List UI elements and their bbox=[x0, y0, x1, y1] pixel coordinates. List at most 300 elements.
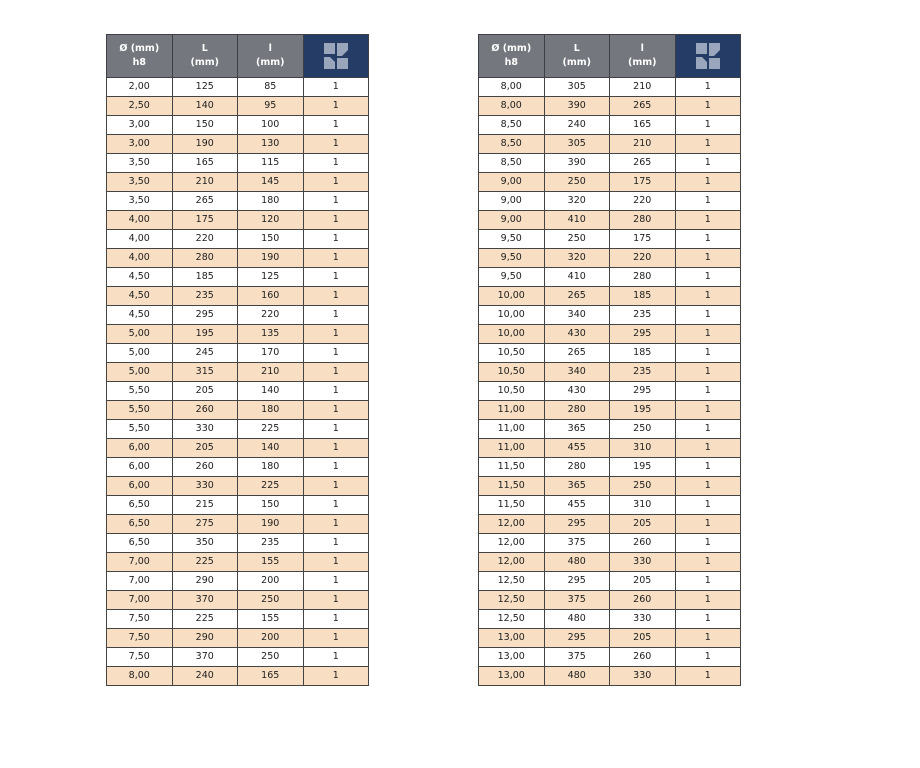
cell-quantity: 1 bbox=[675, 268, 741, 287]
cell-diameter: 12,00 bbox=[479, 515, 545, 534]
cell-flute-length: 180 bbox=[238, 458, 304, 477]
cell-flute-length: 330 bbox=[610, 610, 676, 629]
cell-quantity: 1 bbox=[303, 591, 369, 610]
table-row bbox=[107, 439, 369, 458]
cell-diameter: 11,00 bbox=[479, 439, 545, 458]
cell-quantity: 1 bbox=[303, 211, 369, 230]
cell-diameter: 6,00 bbox=[107, 477, 173, 496]
table-row bbox=[479, 553, 741, 572]
cell-diameter: 6,50 bbox=[107, 515, 173, 534]
cell-quantity: 1 bbox=[675, 553, 741, 572]
cell-length: 295 bbox=[544, 572, 610, 591]
cell-diameter: 10,50 bbox=[479, 363, 545, 382]
cell-quantity: 1 bbox=[303, 287, 369, 306]
cell-flute-length: 155 bbox=[238, 610, 304, 629]
cell-length: 210 bbox=[172, 173, 238, 192]
cell-diameter: 7,50 bbox=[107, 648, 173, 667]
cell-diameter: 4,00 bbox=[107, 249, 173, 268]
spec-table-right bbox=[478, 34, 741, 686]
cell-diameter: 13,00 bbox=[479, 629, 545, 648]
cell-flute-length: 235 bbox=[238, 534, 304, 553]
table-row bbox=[107, 382, 369, 401]
cell-flute-length: 210 bbox=[238, 363, 304, 382]
cell-length: 365 bbox=[544, 420, 610, 439]
cell-quantity: 1 bbox=[303, 344, 369, 363]
table-row bbox=[107, 401, 369, 420]
cell-length: 375 bbox=[544, 591, 610, 610]
cell-flute-length: 165 bbox=[610, 116, 676, 135]
cell-diameter: 9,50 bbox=[479, 249, 545, 268]
cell-length: 280 bbox=[172, 249, 238, 268]
cell-flute-length: 95 bbox=[238, 97, 304, 116]
header-diameter: Ø (mm) h8 bbox=[107, 35, 173, 78]
table-row bbox=[479, 135, 741, 154]
cell-flute-length: 165 bbox=[238, 667, 304, 686]
cell-length: 235 bbox=[172, 287, 238, 306]
cell-flute-length: 150 bbox=[238, 230, 304, 249]
cell-flute-length: 170 bbox=[238, 344, 304, 363]
cell-diameter: 4,50 bbox=[107, 287, 173, 306]
cell-flute-length: 310 bbox=[610, 496, 676, 515]
table-row bbox=[479, 287, 741, 306]
cell-quantity: 1 bbox=[675, 420, 741, 439]
cell-flute-length: 260 bbox=[610, 534, 676, 553]
table-row bbox=[479, 325, 741, 344]
cell-flute-length: 260 bbox=[610, 591, 676, 610]
table-row bbox=[107, 97, 369, 116]
cell-length: 370 bbox=[172, 648, 238, 667]
table-row bbox=[107, 154, 369, 173]
cell-length: 320 bbox=[544, 249, 610, 268]
cell-diameter: 11,50 bbox=[479, 477, 545, 496]
cell-quantity: 1 bbox=[303, 192, 369, 211]
cell-flute-length: 180 bbox=[238, 192, 304, 211]
cell-quantity: 1 bbox=[303, 325, 369, 344]
cell-flute-length: 205 bbox=[610, 572, 676, 591]
cell-quantity: 1 bbox=[303, 230, 369, 249]
cell-diameter: 10,50 bbox=[479, 344, 545, 363]
cell-quantity: 1 bbox=[675, 477, 741, 496]
cell-flute-length: 280 bbox=[610, 268, 676, 287]
cell-quantity: 1 bbox=[675, 534, 741, 553]
cell-diameter: 8,50 bbox=[479, 116, 545, 135]
cell-flute-length: 280 bbox=[610, 211, 676, 230]
cell-diameter: 5,00 bbox=[107, 363, 173, 382]
cell-quantity: 1 bbox=[675, 211, 741, 230]
cell-quantity: 1 bbox=[303, 363, 369, 382]
header-packaging bbox=[303, 35, 369, 78]
cell-quantity: 1 bbox=[303, 534, 369, 553]
cell-diameter: 7,00 bbox=[107, 553, 173, 572]
cell-length: 125 bbox=[172, 78, 238, 97]
cell-diameter: 5,50 bbox=[107, 420, 173, 439]
table-row bbox=[479, 363, 741, 382]
table-row bbox=[479, 173, 741, 192]
table-row bbox=[479, 230, 741, 249]
cell-length: 250 bbox=[544, 230, 610, 249]
cell-quantity: 1 bbox=[675, 629, 741, 648]
cell-length: 290 bbox=[172, 629, 238, 648]
cell-length: 480 bbox=[544, 610, 610, 629]
cell-quantity: 1 bbox=[675, 135, 741, 154]
table-row bbox=[107, 116, 369, 135]
cell-length: 430 bbox=[544, 382, 610, 401]
cell-diameter: 12,00 bbox=[479, 553, 545, 572]
table-row bbox=[107, 420, 369, 439]
table-row bbox=[479, 344, 741, 363]
cell-length: 195 bbox=[172, 325, 238, 344]
header-length: L (mm) bbox=[172, 35, 238, 78]
cell-flute-length: 225 bbox=[238, 420, 304, 439]
table-row bbox=[107, 458, 369, 477]
cell-length: 320 bbox=[544, 192, 610, 211]
cell-quantity: 1 bbox=[675, 401, 741, 420]
cell-quantity: 1 bbox=[675, 249, 741, 268]
cell-quantity: 1 bbox=[675, 591, 741, 610]
cell-quantity: 1 bbox=[675, 648, 741, 667]
cell-diameter: 6,50 bbox=[107, 496, 173, 515]
cell-flute-length: 205 bbox=[610, 629, 676, 648]
cell-length: 330 bbox=[172, 420, 238, 439]
cell-flute-length: 135 bbox=[238, 325, 304, 344]
cell-quantity: 1 bbox=[675, 173, 741, 192]
cell-length: 330 bbox=[172, 477, 238, 496]
cell-length: 375 bbox=[544, 648, 610, 667]
cell-length: 295 bbox=[544, 515, 610, 534]
table-row bbox=[479, 610, 741, 629]
cell-flute-length: 295 bbox=[610, 382, 676, 401]
table-header-row bbox=[107, 35, 369, 78]
table-row bbox=[479, 154, 741, 173]
cell-diameter: 9,00 bbox=[479, 192, 545, 211]
cell-length: 140 bbox=[172, 97, 238, 116]
cell-flute-length: 205 bbox=[610, 515, 676, 534]
cell-flute-length: 220 bbox=[238, 306, 304, 325]
cell-length: 305 bbox=[544, 135, 610, 154]
table-row bbox=[479, 382, 741, 401]
cell-length: 455 bbox=[544, 439, 610, 458]
cell-length: 240 bbox=[544, 116, 610, 135]
cell-flute-length: 190 bbox=[238, 249, 304, 268]
table-row bbox=[479, 78, 741, 97]
cell-length: 150 bbox=[172, 116, 238, 135]
cell-length: 225 bbox=[172, 553, 238, 572]
header-length: L (mm) bbox=[544, 35, 610, 78]
cell-flute-length: 195 bbox=[610, 458, 676, 477]
table-row bbox=[479, 211, 741, 230]
cell-quantity: 1 bbox=[303, 477, 369, 496]
cell-quantity: 1 bbox=[303, 173, 369, 192]
header-flute-length: l (mm) bbox=[610, 35, 676, 78]
cell-length: 340 bbox=[544, 306, 610, 325]
cell-quantity: 1 bbox=[303, 667, 369, 686]
cell-diameter: 8,00 bbox=[479, 78, 545, 97]
table-row bbox=[479, 439, 741, 458]
cell-diameter: 7,00 bbox=[107, 572, 173, 591]
cell-flute-length: 120 bbox=[238, 211, 304, 230]
cell-diameter: 5,00 bbox=[107, 325, 173, 344]
cell-diameter: 13,00 bbox=[479, 667, 545, 686]
header-diameter: Ø (mm) h8 bbox=[479, 35, 545, 78]
cell-flute-length: 175 bbox=[610, 230, 676, 249]
cell-flute-length: 125 bbox=[238, 268, 304, 287]
packaging-icon bbox=[676, 40, 741, 72]
cell-length: 240 bbox=[172, 667, 238, 686]
table-row bbox=[107, 534, 369, 553]
cell-quantity: 1 bbox=[303, 306, 369, 325]
table-row bbox=[107, 135, 369, 154]
cell-flute-length: 195 bbox=[610, 401, 676, 420]
cell-flute-length: 140 bbox=[238, 382, 304, 401]
table-row bbox=[479, 477, 741, 496]
cell-diameter: 9,50 bbox=[479, 268, 545, 287]
cell-diameter: 5,50 bbox=[107, 382, 173, 401]
table-row bbox=[479, 306, 741, 325]
cell-flute-length: 210 bbox=[610, 78, 676, 97]
cell-quantity: 1 bbox=[675, 382, 741, 401]
cell-diameter: 8,50 bbox=[479, 154, 545, 173]
cell-length: 480 bbox=[544, 553, 610, 572]
cell-flute-length: 250 bbox=[610, 477, 676, 496]
table-row bbox=[479, 116, 741, 135]
table-row bbox=[479, 534, 741, 553]
table-row bbox=[107, 306, 369, 325]
packaging-icon bbox=[304, 40, 369, 72]
cell-length: 245 bbox=[172, 344, 238, 363]
cell-diameter: 9,00 bbox=[479, 211, 545, 230]
cell-flute-length: 100 bbox=[238, 116, 304, 135]
cell-diameter: 5,00 bbox=[107, 344, 173, 363]
cell-diameter: 9,50 bbox=[479, 230, 545, 249]
cell-quantity: 1 bbox=[303, 572, 369, 591]
cell-diameter: 11,50 bbox=[479, 496, 545, 515]
cell-diameter: 7,00 bbox=[107, 591, 173, 610]
cell-length: 295 bbox=[544, 629, 610, 648]
cell-length: 260 bbox=[172, 401, 238, 420]
cell-flute-length: 265 bbox=[610, 154, 676, 173]
cell-flute-length: 250 bbox=[238, 591, 304, 610]
cell-diameter: 10,00 bbox=[479, 287, 545, 306]
cell-diameter: 3,50 bbox=[107, 154, 173, 173]
cell-quantity: 1 bbox=[303, 97, 369, 116]
cell-length: 305 bbox=[544, 78, 610, 97]
cell-length: 165 bbox=[172, 154, 238, 173]
cell-quantity: 1 bbox=[675, 325, 741, 344]
cell-diameter: 11,50 bbox=[479, 458, 545, 477]
cell-flute-length: 330 bbox=[610, 553, 676, 572]
cell-quantity: 1 bbox=[675, 230, 741, 249]
cell-quantity: 1 bbox=[303, 154, 369, 173]
cell-length: 265 bbox=[172, 192, 238, 211]
cell-flute-length: 220 bbox=[610, 192, 676, 211]
table-row bbox=[479, 192, 741, 211]
cell-diameter: 3,00 bbox=[107, 135, 173, 154]
table-row bbox=[107, 230, 369, 249]
table-row bbox=[107, 572, 369, 591]
cell-flute-length: 155 bbox=[238, 553, 304, 572]
table-row bbox=[479, 515, 741, 534]
cell-diameter: 8,00 bbox=[107, 667, 173, 686]
cell-quantity: 1 bbox=[303, 439, 369, 458]
cell-length: 280 bbox=[544, 458, 610, 477]
cell-flute-length: 190 bbox=[238, 515, 304, 534]
cell-diameter: 10,00 bbox=[479, 325, 545, 344]
cell-flute-length: 250 bbox=[238, 648, 304, 667]
cell-flute-length: 310 bbox=[610, 439, 676, 458]
cell-diameter: 10,00 bbox=[479, 306, 545, 325]
table-row bbox=[107, 249, 369, 268]
cell-diameter: 5,50 bbox=[107, 401, 173, 420]
cell-diameter: 2,50 bbox=[107, 97, 173, 116]
cell-flute-length: 150 bbox=[238, 496, 304, 515]
cell-diameter: 6,50 bbox=[107, 534, 173, 553]
cell-length: 190 bbox=[172, 135, 238, 154]
cell-quantity: 1 bbox=[675, 306, 741, 325]
table-row bbox=[107, 515, 369, 534]
cell-length: 185 bbox=[172, 268, 238, 287]
cell-quantity: 1 bbox=[303, 401, 369, 420]
cell-diameter: 4,50 bbox=[107, 306, 173, 325]
cell-length: 390 bbox=[544, 97, 610, 116]
cell-diameter: 7,50 bbox=[107, 629, 173, 648]
cell-length: 430 bbox=[544, 325, 610, 344]
cell-diameter: 11,00 bbox=[479, 420, 545, 439]
cell-quantity: 1 bbox=[675, 97, 741, 116]
cell-length: 350 bbox=[172, 534, 238, 553]
table-header-row bbox=[479, 35, 741, 78]
cell-quantity: 1 bbox=[675, 515, 741, 534]
table-row bbox=[479, 648, 741, 667]
cell-quantity: 1 bbox=[303, 382, 369, 401]
table-row bbox=[479, 591, 741, 610]
cell-diameter: 4,00 bbox=[107, 211, 173, 230]
cell-diameter: 12,50 bbox=[479, 572, 545, 591]
cell-quantity: 1 bbox=[303, 648, 369, 667]
cell-flute-length: 180 bbox=[238, 401, 304, 420]
cell-flute-length: 130 bbox=[238, 135, 304, 154]
cell-length: 365 bbox=[544, 477, 610, 496]
cell-quantity: 1 bbox=[675, 667, 741, 686]
cell-length: 215 bbox=[172, 496, 238, 515]
cell-length: 340 bbox=[544, 363, 610, 382]
cell-flute-length: 175 bbox=[610, 173, 676, 192]
cell-length: 480 bbox=[544, 667, 610, 686]
table-row bbox=[107, 211, 369, 230]
cell-flute-length: 85 bbox=[238, 78, 304, 97]
cell-flute-length: 260 bbox=[610, 648, 676, 667]
header-flute-length: l (mm) bbox=[238, 35, 304, 78]
cell-quantity: 1 bbox=[303, 515, 369, 534]
cell-diameter: 7,50 bbox=[107, 610, 173, 629]
cell-diameter: 12,50 bbox=[479, 591, 545, 610]
table-row bbox=[107, 268, 369, 287]
cell-quantity: 1 bbox=[675, 572, 741, 591]
table-row bbox=[107, 496, 369, 515]
cell-quantity: 1 bbox=[303, 249, 369, 268]
cell-flute-length: 250 bbox=[610, 420, 676, 439]
cell-quantity: 1 bbox=[303, 553, 369, 572]
cell-quantity: 1 bbox=[303, 420, 369, 439]
cell-diameter: 11,00 bbox=[479, 401, 545, 420]
table-row bbox=[107, 325, 369, 344]
cell-diameter: 6,00 bbox=[107, 458, 173, 477]
table-row bbox=[479, 401, 741, 420]
cell-flute-length: 295 bbox=[610, 325, 676, 344]
cell-length: 410 bbox=[544, 211, 610, 230]
cell-quantity: 1 bbox=[675, 496, 741, 515]
cell-length: 205 bbox=[172, 382, 238, 401]
cell-length: 375 bbox=[544, 534, 610, 553]
table-row bbox=[479, 496, 741, 515]
cell-flute-length: 220 bbox=[610, 249, 676, 268]
cell-diameter: 12,00 bbox=[479, 534, 545, 553]
cell-quantity: 1 bbox=[303, 135, 369, 154]
cell-flute-length: 235 bbox=[610, 363, 676, 382]
cell-quantity: 1 bbox=[675, 192, 741, 211]
cell-length: 265 bbox=[544, 287, 610, 306]
cell-diameter: 13,00 bbox=[479, 648, 545, 667]
cell-length: 220 bbox=[172, 230, 238, 249]
cell-quantity: 1 bbox=[675, 154, 741, 173]
cell-flute-length: 265 bbox=[610, 97, 676, 116]
cell-diameter: 2,00 bbox=[107, 78, 173, 97]
table-row bbox=[479, 97, 741, 116]
cell-length: 290 bbox=[172, 572, 238, 591]
cell-length: 410 bbox=[544, 268, 610, 287]
cell-quantity: 1 bbox=[675, 287, 741, 306]
cell-length: 260 bbox=[172, 458, 238, 477]
table-row bbox=[107, 344, 369, 363]
cell-quantity: 1 bbox=[675, 610, 741, 629]
cell-flute-length: 210 bbox=[610, 135, 676, 154]
table-row bbox=[107, 287, 369, 306]
cell-flute-length: 330 bbox=[610, 667, 676, 686]
table-row bbox=[107, 363, 369, 382]
cell-diameter: 12,50 bbox=[479, 610, 545, 629]
cell-length: 455 bbox=[544, 496, 610, 515]
table-row bbox=[107, 629, 369, 648]
cell-length: 250 bbox=[544, 173, 610, 192]
cell-length: 265 bbox=[544, 344, 610, 363]
cell-length: 225 bbox=[172, 610, 238, 629]
cell-flute-length: 225 bbox=[238, 477, 304, 496]
cell-length: 280 bbox=[544, 401, 610, 420]
cell-quantity: 1 bbox=[303, 629, 369, 648]
table-row bbox=[479, 667, 741, 686]
cell-diameter: 8,00 bbox=[479, 97, 545, 116]
cell-length: 205 bbox=[172, 439, 238, 458]
cell-flute-length: 200 bbox=[238, 572, 304, 591]
cell-diameter: 8,50 bbox=[479, 135, 545, 154]
table-row bbox=[479, 268, 741, 287]
cell-flute-length: 115 bbox=[238, 154, 304, 173]
cell-quantity: 1 bbox=[303, 268, 369, 287]
cell-flute-length: 200 bbox=[238, 629, 304, 648]
cell-flute-length: 235 bbox=[610, 306, 676, 325]
table-row bbox=[107, 648, 369, 667]
table-row bbox=[479, 249, 741, 268]
cell-flute-length: 185 bbox=[610, 287, 676, 306]
table-row bbox=[107, 173, 369, 192]
table-row bbox=[107, 78, 369, 97]
cell-quantity: 1 bbox=[675, 439, 741, 458]
table-row bbox=[107, 553, 369, 572]
cell-flute-length: 145 bbox=[238, 173, 304, 192]
cell-quantity: 1 bbox=[675, 363, 741, 382]
cell-diameter: 9,00 bbox=[479, 173, 545, 192]
cell-length: 275 bbox=[172, 515, 238, 534]
cell-quantity: 1 bbox=[675, 458, 741, 477]
